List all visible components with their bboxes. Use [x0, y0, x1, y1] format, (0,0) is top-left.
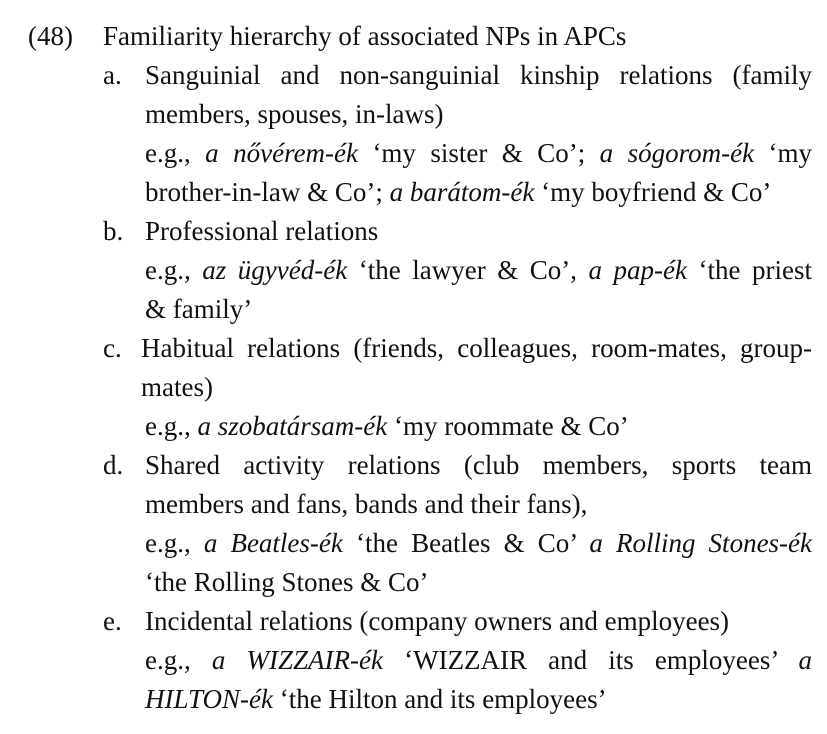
item-a-desc-line2: members, spouses, in-laws)	[145, 99, 444, 129]
item-c-letter: c.	[103, 333, 122, 363]
item-d-desc-line2: members and fans, bands and their fans),	[145, 489, 588, 519]
item-e-example-line1: e.g., a WIZZAIR-ék ‘WIZZAIR and its employees’ a	[145, 645, 813, 675]
item-b-desc-line1: Professional relations	[145, 216, 379, 246]
item-b-letter: b.	[103, 216, 124, 246]
item-a-example-line2: brother-in-law & Co’; a barátom-ék ‘my boyfriend & Co’	[145, 177, 772, 207]
item-d-desc-line1: Shared activity relations (club members, sports team	[145, 450, 812, 480]
item-e-letter: e.	[103, 606, 122, 636]
item-e-desc-line1: Incidental relations (company owners and employees)	[145, 606, 730, 636]
item-c-example-line1: e.g., a szobatársam-ék ‘my roommate & Co’	[145, 411, 629, 441]
item-a-desc-line1: Sanguinial and non-sanguinial kinship relations (family	[145, 60, 812, 90]
item-d-example-line2: ‘the Rolling Stones & Co’	[145, 567, 429, 597]
example-title: Familiarity hierarchy of associated NPs in APCs	[103, 21, 627, 51]
item-a-example-line1: e.g., a nővérem-ék ‘my sister & Co’; a sógorom-ék ‘my	[145, 138, 812, 168]
item-b-example-line2: & family’	[145, 294, 253, 324]
item-d-letter: d.	[103, 450, 124, 480]
item-e-example-line2: HILTON-ék ‘the Hilton and its employees’	[145, 684, 607, 714]
item-b-example-line1: e.g., az ügyvéd-ék ‘the lawyer & Co’, a pap-ék ‘the priest	[145, 255, 813, 285]
item-a-letter: a.	[103, 60, 122, 90]
item-d-example-line1: e.g., a Beatles-ék ‘the Beatles & Co’ a Rolling Stones-ék	[145, 528, 813, 558]
item-c-desc-line2: mates)	[141, 372, 213, 402]
example-number: (48)	[28, 21, 73, 51]
item-c-desc-line1: Habitual relations (friends, colleagues, room-mates, group-	[141, 333, 812, 363]
